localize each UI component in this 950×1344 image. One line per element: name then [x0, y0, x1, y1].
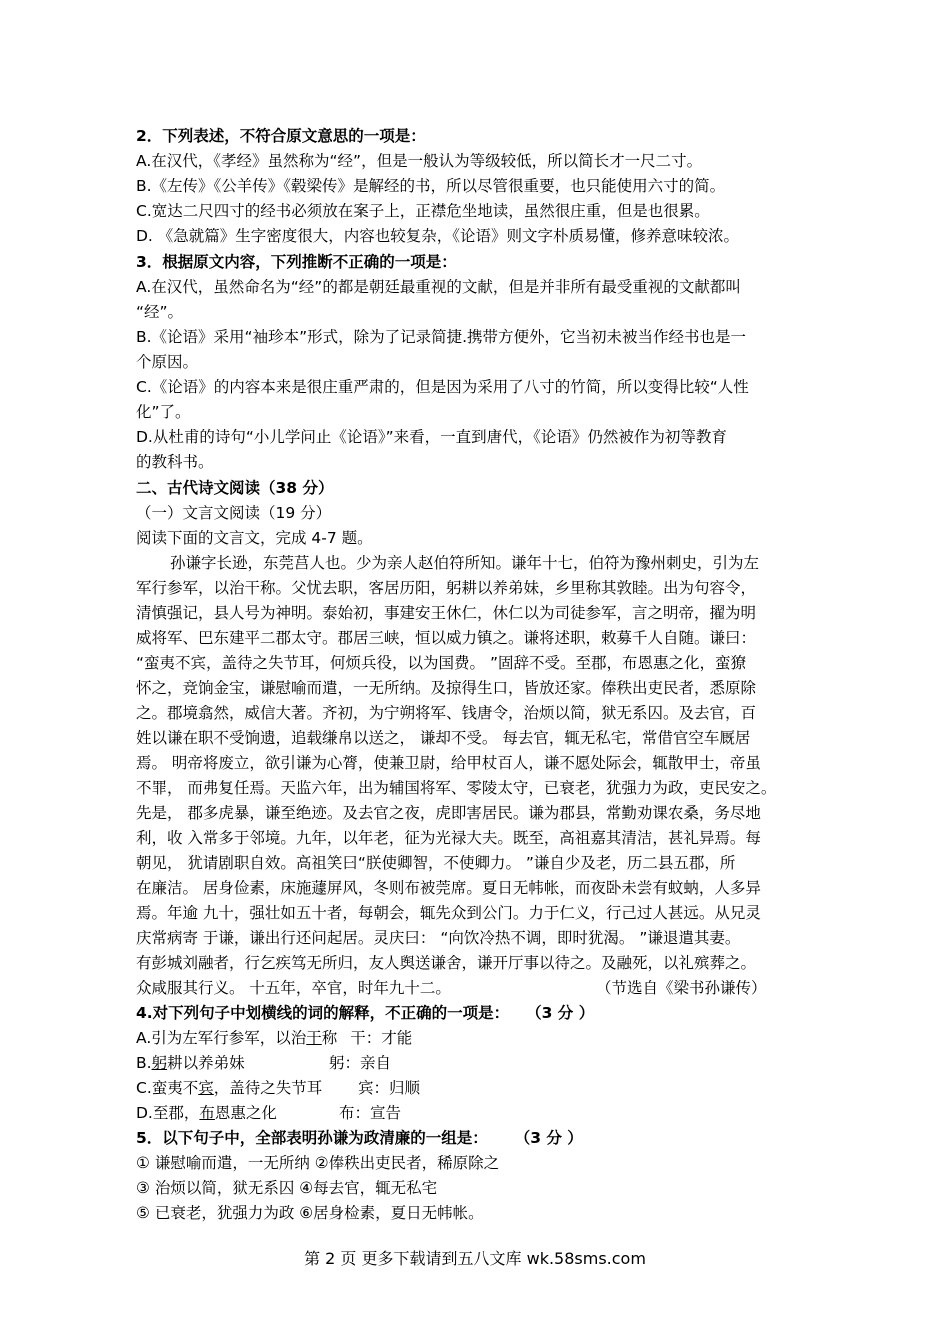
q3-option-b-line1: B.《论语》采用“袖珍本”形式，除为了记录简捷.携带方便外，它当初未被当作经书也是一 [136, 328, 747, 346]
passage-line: 清慎强记，县人号为神明。泰始初，事建安王休仁，休仁以为司徒参军，言之明帝，擢为明 [136, 604, 757, 622]
passage-line: 不罪， 而弗复任焉。天监六年，出为辅国将军、零陵太守，已衰老，犹强力为政，吏民安之。 [136, 779, 777, 797]
q3-option-c-line1: C.《论语》的内容本来是很庄重严肃的，但是因为采用了八寸的竹简，所以变得比较“人性 [136, 378, 749, 396]
q4-option-b [136, 1051, 826, 1075]
passage-line: 孙谦字长逊，东莞莒人也。少为亲人赵伯符所知。谦年十七，伯符为豫州刺史，引为左 [170, 554, 760, 572]
passage-line: 众咸服其行义。 十五年，卒官，时年九十二。 [136, 979, 451, 997]
passage-line: 朝见， 犹请剧职自效。高祖笑曰“朕使卿智，不使卿力。 ”谦自少及老，历二县五郡，所 [136, 854, 736, 872]
q4-a-explanation: 干：才能 [350, 1029, 413, 1047]
passage-line: 姓以谦在职不受饷遗，追载缣帛以送之， 谦却不受。 每去官，辄无私宅，常借官空车厩居 [136, 729, 751, 747]
q4-c-underlined-word: 宾 [198, 1079, 214, 1097]
q5-row-3: ⑤ 已衰老，犹强力为政 ⑥居身检素，夏日无帏帐。 [136, 1204, 484, 1222]
q4-option-d [136, 1101, 826, 1125]
passage-line: 在廉洁。 居身俭素，床施蘧屏风，冬则布被莞席。夏日无帏帐，而夜卧未尝有蚊蚋，人多异 [136, 879, 761, 897]
q4-b-underlined-word: 躬 [151, 1054, 168, 1072]
q3-option-a-line2: “经”。 [136, 303, 184, 321]
q4-d-text: D.至郡， [136, 1104, 200, 1122]
q3-title: 3．根据原文内容，下列推断不正确的一项是： [136, 253, 457, 271]
q4-c-text: C.蛮夷不 [136, 1079, 199, 1097]
q2-title: 2．下列表述，不符合原文意思的一项是： [136, 127, 426, 145]
section2-instruction: 阅读下面的文言文，完成 4-7 题。 [136, 529, 373, 547]
q4-a-text-post: 称 [321, 1029, 338, 1047]
section2-title: 二、古代诗文阅读（38 分） [136, 479, 334, 497]
q5-score: （3 分 ） [514, 1129, 583, 1147]
q2-option-a: A.在汉代，《孝经》虽然称为“经”，但是一般认为等级较低，所以简长才一尺二寸。 [136, 152, 703, 170]
q3-option-d-line2: 的教科书。 [136, 453, 214, 471]
passage-source: （节选自《梁书孙谦传） [596, 979, 767, 997]
passage-line: 有彭城刘融者，行乞疾笃无所归，友人舆送谦舍，谦开厅事以待之。及融死，以礼殡葬之。 [136, 954, 757, 972]
page-footer: 第 2 页 更多下载请到五八文库 wk.58sms.com [304, 1249, 646, 1268]
q4-option-c [136, 1076, 826, 1100]
q4-option-a [136, 1026, 826, 1050]
q4-title: 4.对下列句子中划横线的词的解释，不正确的一项是： [136, 1004, 510, 1022]
q4-title-row [136, 1001, 826, 1025]
q4-d-text-post: 恩惠之化 [214, 1104, 277, 1122]
section2-subtitle: （一）文言文阅读（19 分） [136, 504, 332, 522]
passage-line: 先是， 郡多虎暴，谦至绝迹。及去官之夜，虎即害居民。谦为郡县，常勤劝课农桑，务尽地 [136, 804, 761, 822]
passage-line: 利，收 入常多于邻境。九年，以年老，征为光禄大夫。既至，高祖嘉其清洁，甚礼异焉。每 [136, 829, 761, 847]
q5-row-1: ① 谦慰喻而遣，一无所纳 ②俸秩出吏民者，稀原除之 [136, 1154, 500, 1172]
passage-line: “蛮夷不宾，盖待之失节耳，何烦兵役，以为国费。 ”固辞不受。至郡，布恩惠之化，蛮獠 [136, 654, 746, 672]
q4-b-explanation: 躬：亲自 [329, 1054, 392, 1072]
passage-line: 之。郡境翕然，威信大著。齐初，为宁朔将军、钱唐令，治烦以简，狱无系囚。及去官，百 [136, 704, 757, 722]
q2-option-b: B.《左传》《公羊传》《毂梁传》是解经的书，所以尽管很重要，也只能使用六寸的简。 [136, 177, 726, 195]
passage-line: 焉。年逾 九十，强壮如五十者，每朝会，辄先众到公门。力于仁义，行己过人甚远。从兄灵 [136, 904, 761, 922]
q4-a-underlined-word: 干 [306, 1029, 322, 1047]
q3-option-a-line1: A.在汉代，虽然命名为“经”的都是朝廷最重视的文献，但是并非所有最受重视的文献都叫 [136, 278, 741, 296]
q4-c-explanation: 宾：归顺 [358, 1079, 421, 1097]
passage-line: 威将军、巴东建平二郡太守。郡居三峡，恒以威力镇之。谦将述职，敕募千人自随。谦曰： [136, 629, 757, 647]
q4-score: （3 分 ） [526, 1004, 595, 1022]
q4-d-explanation: 布：宣告 [339, 1104, 402, 1122]
q4-d-underlined-word: 布 [199, 1104, 215, 1122]
q4-b-text: B. [136, 1054, 152, 1072]
q5-title: 5．以下句子中，全部表明孙谦为政清廉的一组是： [136, 1129, 488, 1147]
q4-b-text-post: 耕以养弟妹 [167, 1054, 245, 1072]
passage-line: 庆常病寄 于谦，谦出行还问起居。灵庆曰： “向饮冷热不调，即时犹渴。 ”谦退遣其妻。 [136, 929, 741, 947]
passage-line-last [136, 976, 826, 1000]
q3-option-c-line2: 化”了。 [136, 403, 191, 421]
q2-option-c: C.宽达二尺四寸的经书必须放在案子上，正襟危坐地读，虽然很庄重，但是也很累。 [136, 202, 710, 220]
q4-c-text-post: ，盖待之失节耳 [213, 1079, 323, 1097]
q3-option-b-line2: 个原因。 [136, 353, 199, 371]
q4-a-text: A.引为左军行参军，以治 [136, 1029, 307, 1047]
passage-line: 怀之，竞饷金宝，谦慰喻而遣，一无所纳。及掠得生口，皆放还家。俸秩出吏民者，悉原除 [136, 679, 757, 697]
passage-line: 军行参军，以治干称。父忧去职，客居历阳，躬耕以养弟妹，乡里称其敦睦。出为句容令， [136, 579, 757, 597]
q3-option-d-line1: D.从杜甫的诗句“小儿学问止《论语》”来看，一直到唐代，《论语》仍然被作为初等教育 [136, 428, 727, 446]
q2-option-d: D. 《急就篇》生字密度很大，内容也较复杂，《论语》则文字朴质易懂，修养意味较浓。 [136, 227, 740, 245]
passage-line: 焉。 明帝将废立，欲引谦为心膂，使兼卫尉，给甲杖百人，谦不愿处际会，辄散甲士，帝虽 [136, 754, 761, 772]
q5-title-row [136, 1126, 826, 1150]
q5-row-2: ③ 治烦以简，狱无系囚 ④每去官，辄无私宅 [136, 1179, 438, 1197]
